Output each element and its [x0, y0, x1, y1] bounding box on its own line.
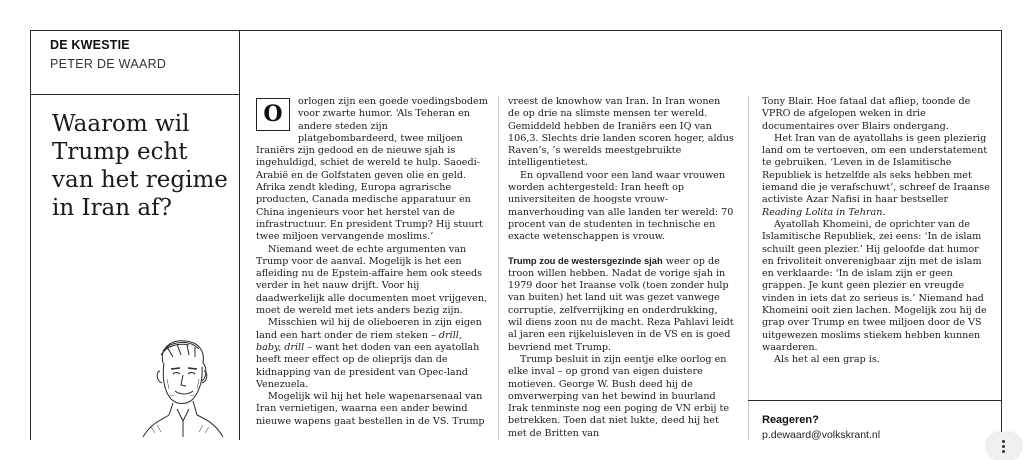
more-vertical-icon [1002, 440, 1005, 455]
drop-cap: O [256, 98, 290, 131]
article-column-3 [762, 96, 990, 367]
paragraph: Mogelijk wil hij het hele wapenarsenaal van Iran vernietigen, waarna een ander bewind nieuwe wapens gaat bestellen in de VS. Trump [256, 391, 485, 427]
paragraph: Het Iran van de ayatollahs is geen plezierig land om te vertoeven, om een understatement te gebruiken. ‘Leven in de Islamitische Republiek is hetzelfde als seks hebben met iemand die je verafschuwt’, schreef de Iraanse activiste Azar Nafisi in haar bestseller Reading Lolita in Tehran. [762, 132, 990, 218]
section-rubric: DE KWESTIE [50, 38, 130, 52]
reactions-email[interactable]: p.dewaard@volkskrant.nl [762, 429, 881, 441]
reactions-title: Reageren? [762, 414, 819, 426]
reactions-divider [748, 400, 1002, 401]
paragraph: Tony Blair. Hoe fataal dat afliep, toonde de VPRO de afgelopen weken in drie documentaires over Blairs ondergang. [762, 96, 971, 132]
header-divider [30, 94, 240, 95]
intertitle: Trump zou de westersgezinde sjah [508, 254, 663, 266]
italic-phrase: drill, baby, drill [256, 329, 462, 353]
paragraph: vreest de knowhow van Iran. In Iran wonen de op drie na slimste mensen ter wereld. Gemiddeld hebben de Iraniërs een IQ van 106,3. Slechts drie landen scoren hoger, aldus Raven’s, ’s werelds meestgebruikte intelligentietest. [508, 96, 734, 169]
paragraph: Misschien wil hij de olieboeren in zijn eigen land een hart onder de riem steken – drill, baby, drill – want het doden van een ayatollah heeft meer effect op de olieprijs dan de kidnapping van de president van Opec-land Venezuela. [256, 317, 482, 390]
column-divider [748, 96, 749, 440]
article-column-1 [256, 96, 488, 428]
more-options-button[interactable] [986, 432, 1022, 460]
author-portrait [133, 333, 225, 438]
article-column-2 [508, 96, 734, 440]
paragraph: En opvallend voor een land waar vrouwen worden achtergesteld: Iran heeft op universiteiten de hoogste vrouw-manverhouding van alle landen ter wereld: 70 procent van de studenten in technische en exacte wetenschappen is vrouw. [508, 169, 734, 243]
paragraph: Niemand weet de echte argumenten van Trump voor de aanval. Mogelijk is het een afleiding nu de Epstein-affaire hem ook steeds verder in het nauw drijft. Voor hij daadwerkelijk alle documenten moet vrijgeven, moet de wereld met iets anders bezig zijn. [256, 243, 488, 317]
book-title: Reading Lolita in Tehran [762, 206, 883, 218]
author-name: PETER DE WAARD [50, 57, 167, 71]
paragraph: Ayatollah Khomeini, de oprichter van de Islamitische Republiek, zei eens: ‘In de islam schuilt geen plezier.’ Hij geloofde dat humor en frivoliteit onverenigbaar zijn met de islam en verklaarde: ‘In de islam zijn er geen grappen. Je kunt geen plezier en vreugde vinden in iets dat zo serieus is.’ Niemand had Khomeini ooit zien lachen. Mogelijk zou hij de grap over Trump en twee miljoen door de VS uitgewezen moslims stiekem hebben kunnen waarderen. [762, 218, 987, 353]
headline: Waarom wil Trump echt van het regime in Iran af? [52, 111, 228, 221]
paragraph: Trump zou de westersgezinde sjah weer op de troon willen hebben. Nadat de vorige sjah in 1979 door het Iraanse volk (toen zonder hulp van buiten) het land uit was gezet vanwege corruptie, zelfverrijking en onderdrukking, wil diens zoon nu de macht. Reza Pahlavi leidt al jaren een rijkeluisleven in de VS en is goed bevriend met Trump. [508, 254, 734, 353]
paragraph: Trump besluit in zijn eentje elke oorlog en elke inval – op grond van eigen duistere motieven. George W. Bush deed hij de omverwerping van het bewind in buurland Irak tenminste nog een poging de VN erbij te betrekken. Toen dat niet lukte, deed hij het met de Britten van [508, 353, 730, 439]
paragraph: orlogen zijn een goede voedingsbodem voor zwarte humor. ‘Als Teheran en andere steden zijn platgebombardeerd, twee miljoen Iraniërs zijn gedood en de nieuwe sjah is ingehuldigd, schiet de wereld te hulp. Saoedi-Arabië en de Golfstaten geven olie en geld. Afrika zendt kleding, Europa agrarische producten, Canada medische apparatuur en China ingenieurs voor het herstel van de infrastructuur. En president Trump? Hij stuurt twee miljoen vervangende moslims.’ [256, 96, 488, 243]
column-divider [498, 96, 499, 440]
paragraph: Als het al een grap is. [774, 354, 880, 366]
